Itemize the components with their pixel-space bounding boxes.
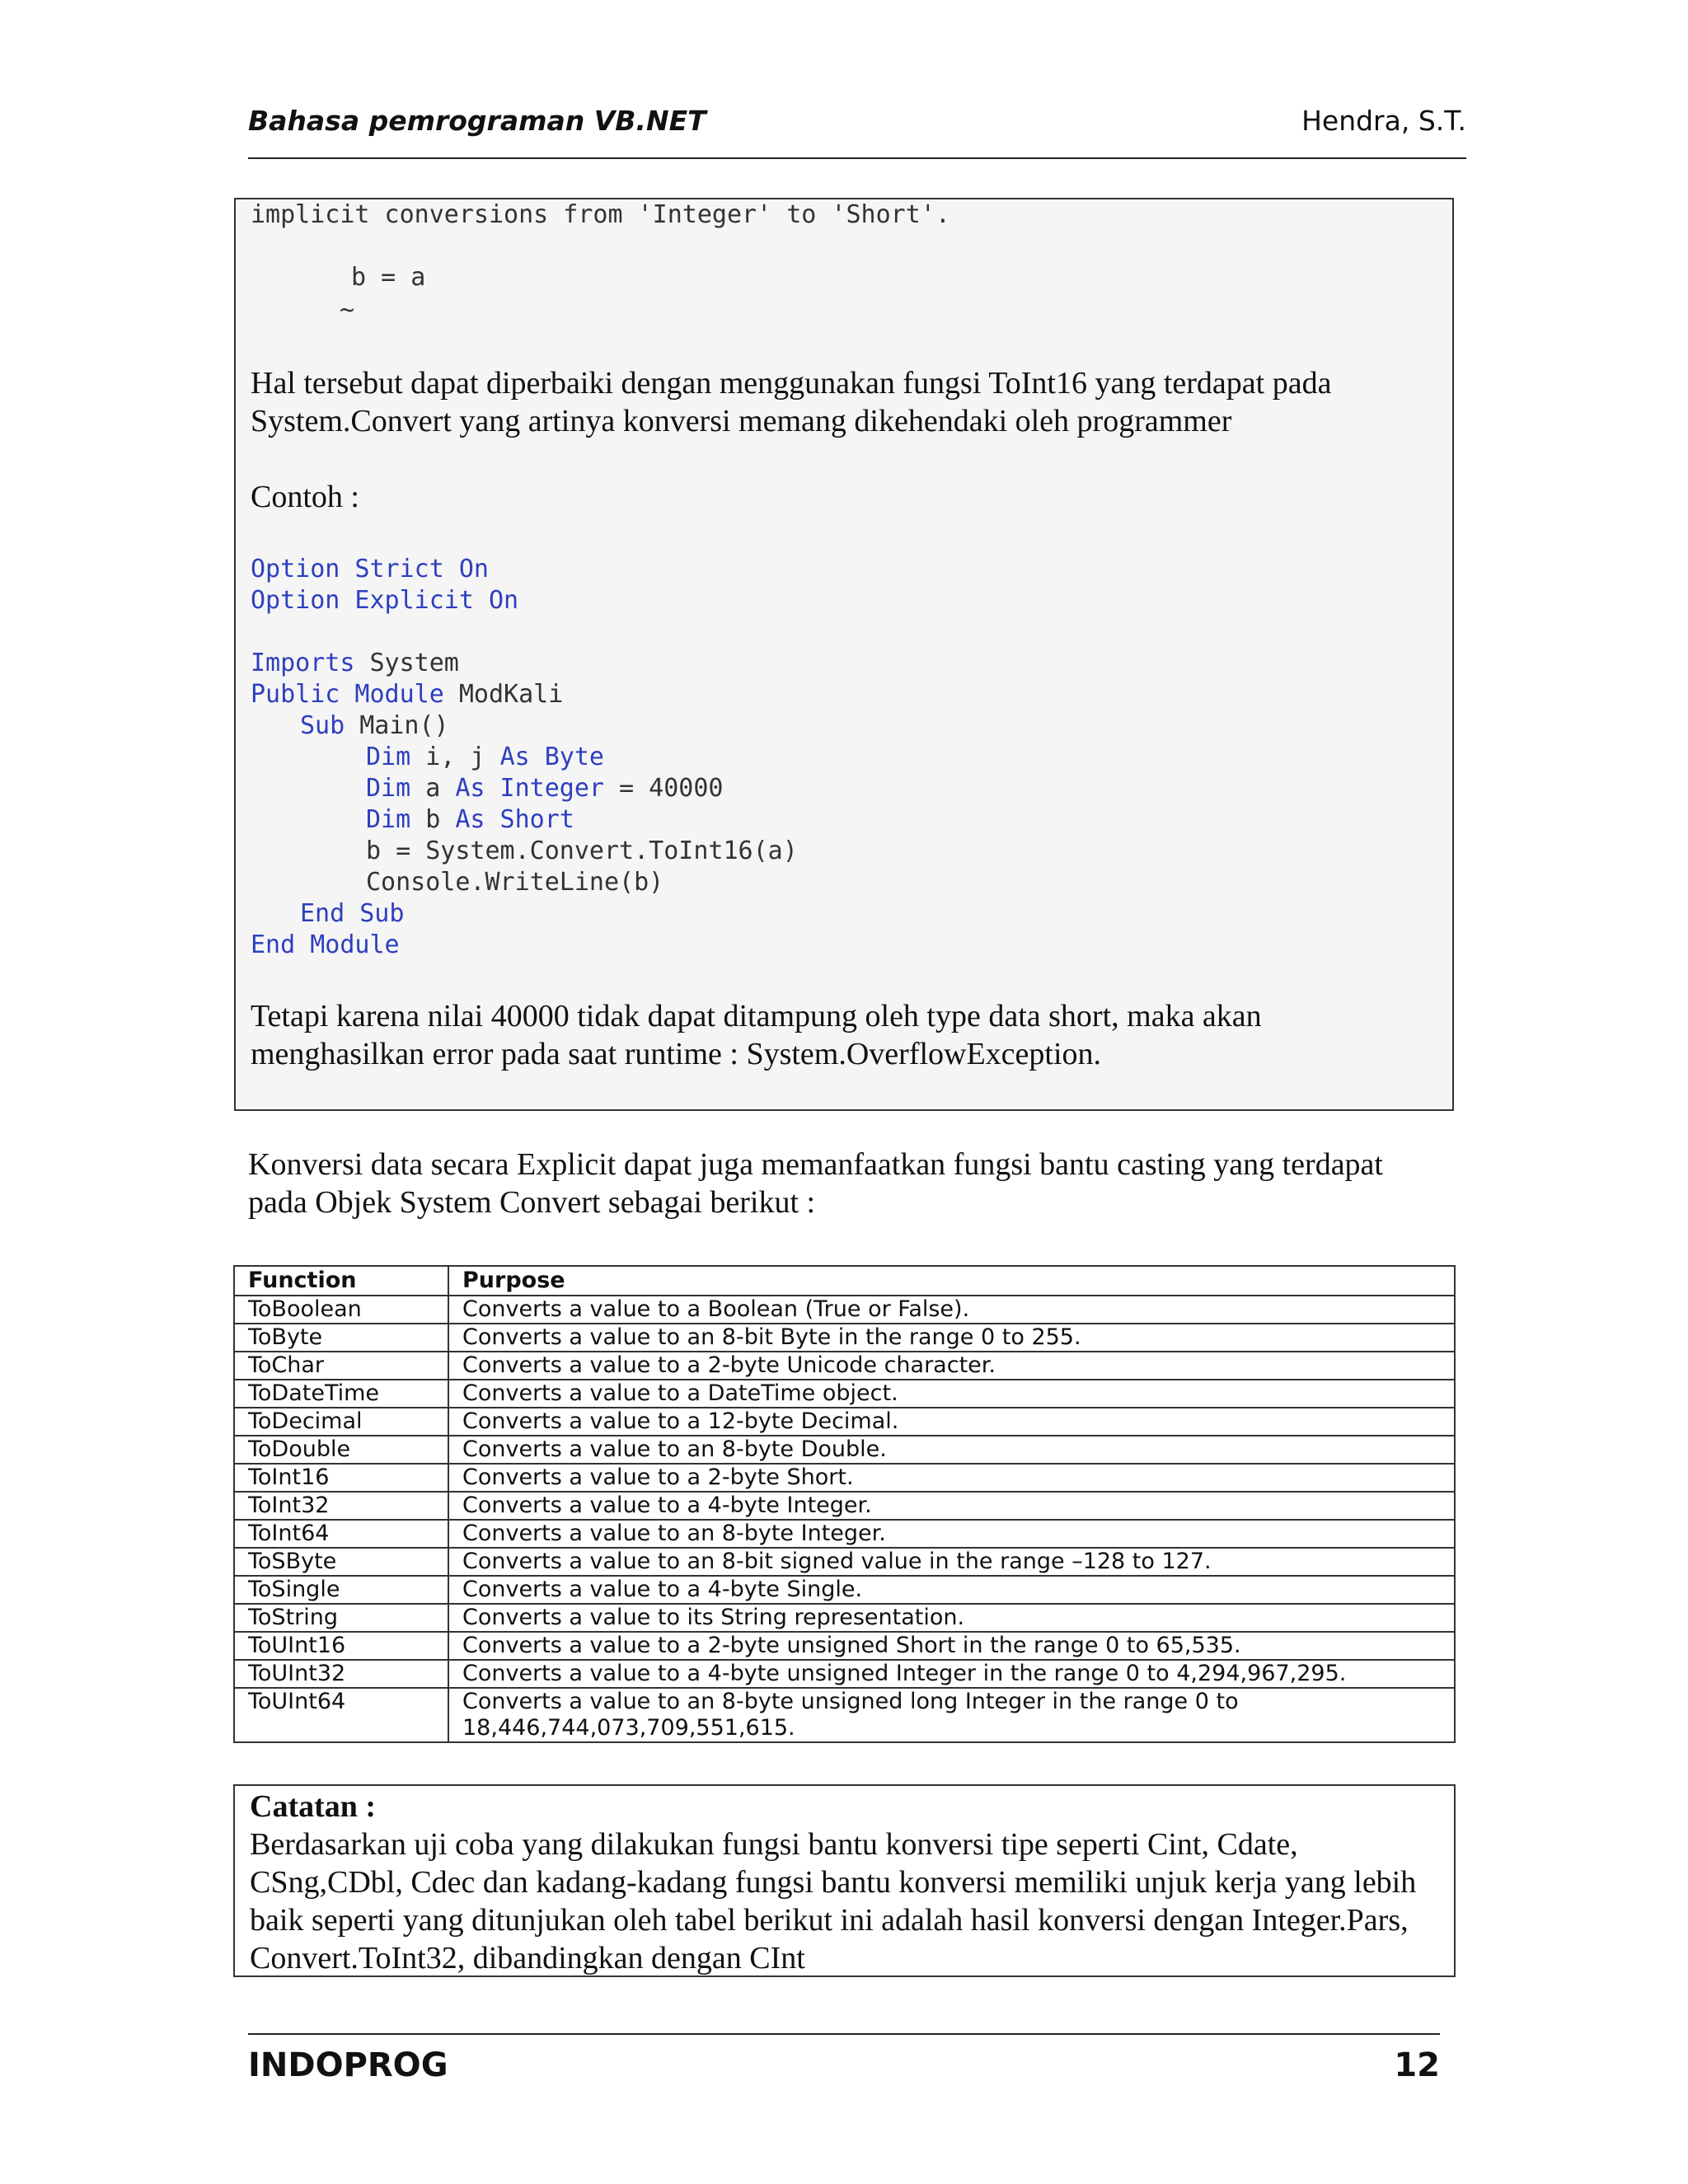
note-box bbox=[233, 1784, 1456, 1977]
author-name: Hendra, S.T. bbox=[1301, 105, 1466, 137]
table-row bbox=[234, 1548, 1455, 1576]
code-keyword: Dim bbox=[366, 774, 411, 803]
table-row bbox=[234, 1464, 1455, 1492]
table-row bbox=[234, 1296, 1455, 1324]
function-cell: ToDateTime bbox=[234, 1380, 448, 1408]
code-keyword: As Integer bbox=[455, 774, 604, 803]
code-keyword: Sub bbox=[300, 711, 345, 740]
code-keyword: Dim bbox=[366, 743, 411, 771]
code-keyword: End Sub bbox=[300, 899, 405, 928]
table-row bbox=[234, 1352, 1455, 1380]
example-label: Contoh : bbox=[251, 480, 359, 514]
purpose-cell: Converts a value to an 8-byte Double. bbox=[448, 1436, 1455, 1464]
table-row bbox=[234, 1576, 1455, 1604]
purpose-cell: Converts a value to its String representation. bbox=[448, 1604, 1455, 1632]
note-title: Catatan : bbox=[250, 1789, 377, 1824]
table-body bbox=[234, 1296, 1455, 1742]
code-text: b = System.Convert.ToInt16(a) bbox=[366, 837, 798, 865]
purpose-cell: Converts a value to an 8-bit Byte in the range 0 to 255. bbox=[448, 1324, 1455, 1352]
table-row bbox=[234, 1632, 1455, 1660]
page-footer bbox=[248, 2042, 1440, 2088]
convert-functions-table bbox=[233, 1265, 1456, 1743]
table-row bbox=[234, 1492, 1455, 1520]
error-message-line: implicit conversions from 'Integer' to 'Short'. bbox=[251, 200, 950, 229]
purpose-cell: Converts a value to a 2-byte unsigned Short in the range 0 to 65,535. bbox=[448, 1632, 1455, 1660]
table-header-row bbox=[234, 1266, 1455, 1296]
function-cell: ToUInt64 bbox=[234, 1688, 448, 1742]
purpose-cell: Converts a value to an 8-bit signed value in the range –128 to 127. bbox=[448, 1548, 1455, 1576]
function-cell: ToDouble bbox=[234, 1436, 448, 1464]
code-example-box bbox=[234, 198, 1454, 1111]
header-divider bbox=[248, 157, 1466, 159]
note-body: Berdasarkan uji coba yang dilakukan fungsi bantu konversi tipe seperti Cint, Cdate, CSng,CDbl, Cdec dan kadang-kadang fungsi bantu konversi memiliki unjuk kerja yang lebih baik seperti yang ditunjukan oleh tabel berikut ini adalah hasil konversi dengan Integer.Pars, Convert.ToInt32, dibandingkan dengan CInt bbox=[250, 1827, 1417, 1975]
code-keyword: Option Explicit On bbox=[251, 586, 519, 615]
code-text: Main() bbox=[345, 711, 449, 740]
purpose-cell: Converts a value to a 2-byte Short. bbox=[448, 1464, 1455, 1492]
function-cell: ToInt16 bbox=[234, 1464, 448, 1492]
code-keyword: Public Module bbox=[251, 680, 444, 709]
purpose-cell: Converts a value to a 2-byte Unicode character. bbox=[448, 1352, 1455, 1380]
page-header bbox=[248, 97, 1466, 137]
code-text: = 40000 bbox=[604, 774, 724, 803]
function-cell: ToByte bbox=[234, 1324, 448, 1352]
column-header: Function bbox=[234, 1266, 448, 1296]
function-cell: ToBoolean bbox=[234, 1296, 448, 1324]
purpose-cell: Converts a value to a 4-byte Integer. bbox=[448, 1492, 1455, 1520]
code-text: b bbox=[410, 805, 456, 834]
error-marker: ~ bbox=[340, 296, 355, 325]
table-row bbox=[234, 1688, 1455, 1742]
code-text: Console.WriteLine(b) bbox=[366, 868, 664, 897]
table-row bbox=[234, 1436, 1455, 1464]
column-header: Purpose bbox=[448, 1266, 1455, 1296]
function-cell: ToSByte bbox=[234, 1548, 448, 1576]
document-title: Bahasa pemrograman VB.NET bbox=[248, 105, 706, 137]
purpose-cell: Converts a value to a Boolean (True or False). bbox=[448, 1296, 1455, 1324]
intro-paragraph: Konversi data secara Explicit dapat juga memanfaatkan fungsi bantu casting yang terdapat pada Objek System Convert sebagai berikut : bbox=[248, 1147, 1383, 1220]
footer-brand: INDOPROG bbox=[248, 2046, 448, 2084]
code-keyword: Dim bbox=[366, 805, 411, 834]
function-cell: ToString bbox=[234, 1604, 448, 1632]
code-keyword: End Module bbox=[251, 930, 400, 959]
table-row bbox=[234, 1380, 1455, 1408]
purpose-cell: Converts a value to an 8-byte unsigned long Integer in the range 0 to 18,446,744,073,709,551,615. bbox=[448, 1688, 1455, 1742]
purpose-cell: Converts a value to a 4-byte unsigned Integer in the range 0 to 4,294,967,295. bbox=[448, 1660, 1455, 1688]
table-row bbox=[234, 1408, 1455, 1436]
code-keyword: As Short bbox=[455, 805, 574, 834]
function-cell: ToInt64 bbox=[234, 1520, 448, 1548]
code-text: i, j bbox=[410, 743, 500, 771]
footer-divider bbox=[248, 2033, 1440, 2035]
function-cell: ToInt32 bbox=[234, 1492, 448, 1520]
purpose-cell: Converts a value to a 12-byte Decimal. bbox=[448, 1408, 1455, 1436]
code-text: ModKali bbox=[443, 680, 564, 709]
function-cell: ToChar bbox=[234, 1352, 448, 1380]
code-keyword: Option Strict On bbox=[251, 555, 489, 583]
purpose-cell: Converts a value to an 8-byte Integer. bbox=[448, 1520, 1455, 1548]
explanation-paragraph: Hal tersebut dapat diperbaiki dengan menggunakan fungsi ToInt16 yang terdapat pada System.Convert yang artinya konversi memang dikehendaki oleh programmer bbox=[251, 366, 1332, 438]
purpose-cell: Converts a value to a 4-byte Single. bbox=[448, 1576, 1455, 1604]
purpose-cell: Converts a value to a DateTime object. bbox=[448, 1380, 1455, 1408]
code-text: a bbox=[410, 774, 456, 803]
error-code-line: b = a bbox=[351, 263, 426, 292]
table-row bbox=[234, 1660, 1455, 1688]
function-cell: ToUInt32 bbox=[234, 1660, 448, 1688]
function-cell: ToUInt16 bbox=[234, 1632, 448, 1660]
function-cell: ToSingle bbox=[234, 1576, 448, 1604]
code-text: System bbox=[354, 649, 459, 677]
overflow-paragraph: Tetapi karena nilai 40000 tidak dapat ditampung oleh type data short, maka akan menghasilkan error pada saat runtime : System.OverflowException. bbox=[251, 999, 1262, 1071]
table-row bbox=[234, 1520, 1455, 1548]
function-cell: ToDecimal bbox=[234, 1408, 448, 1436]
table-row bbox=[234, 1324, 1455, 1352]
page-number: 12 bbox=[1394, 2046, 1440, 2084]
code-keyword: Imports bbox=[251, 649, 355, 677]
code-keyword: As Byte bbox=[499, 743, 604, 771]
table-row bbox=[234, 1604, 1455, 1632]
